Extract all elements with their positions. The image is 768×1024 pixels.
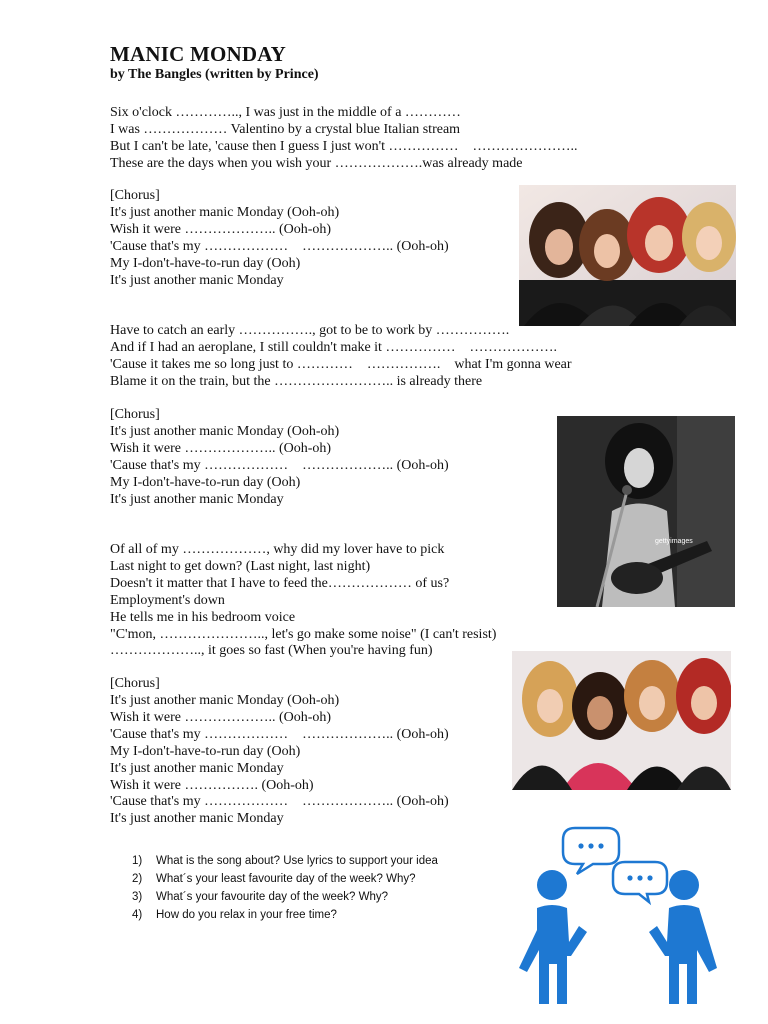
question-item xyxy=(132,852,438,870)
question-text: What is the song about? Use lyrics to support your idea xyxy=(156,855,438,867)
lyric-line: It's just another manic Monday xyxy=(110,761,284,776)
lyric-line: It's just another manic Monday xyxy=(110,273,284,288)
question-number: 3) xyxy=(132,891,143,903)
lyric-line: Wish it were ……………. (Ooh-oh) xyxy=(110,778,314,793)
lyric-line: Last night to get down? (Last night, last night) xyxy=(110,559,371,574)
lyric-line: My I-don't-have-to-run day (Ooh) xyxy=(110,744,301,759)
discussion-questions xyxy=(132,852,438,924)
lyric-line: 'Cause that's my ……………… ……………….. (Ooh-oh) xyxy=(110,239,449,254)
lyric-line: It's just another manic Monday (Ooh-oh) xyxy=(110,205,340,220)
lyric-line: He tells me in his bedroom voice xyxy=(110,610,296,625)
singer-guitar-photo-icon xyxy=(557,416,735,607)
lyric-line: Employment's down xyxy=(110,593,225,608)
lyric-line: It's just another manic Monday xyxy=(110,811,284,826)
lyric-line: My I-don't-have-to-run day (Ooh) xyxy=(110,256,301,271)
song-title: MANIC MONDAY xyxy=(110,42,287,66)
question-number: 4) xyxy=(132,909,143,921)
getty-watermark: gettyimages xyxy=(655,538,693,545)
lyric-line: These are the days when you wish your ……………….was already made xyxy=(110,156,523,171)
question-item xyxy=(132,906,438,924)
lyric-line: It's just another manic Monday (Ooh-oh) xyxy=(110,424,340,439)
lyric-line: Have to catch an early ……………., got to be to work by ……………. xyxy=(110,323,510,338)
band-photo-icon xyxy=(519,185,736,326)
question-text: What´s your favourite day of the week? Why? xyxy=(156,891,389,903)
lyric-line: Doesn't it matter that I have to feed the……………… of us? xyxy=(110,576,450,591)
lyric-line: 'Cause that's my ……………… ……………….. (Ooh-oh) xyxy=(110,727,449,742)
song-subtitle: by The Bangles (written by Prince) xyxy=(110,67,319,82)
band-photo-icon xyxy=(512,651,731,790)
lyric-line: Of all of my ………………, why did my lover have to pick xyxy=(110,542,445,557)
question-text: What´s your least favourite day of the week? Why? xyxy=(156,873,416,885)
lyric-line: [Chorus] xyxy=(110,676,160,691)
lyric-line: [Chorus] xyxy=(110,188,160,203)
question-number: 1) xyxy=(132,855,143,867)
lyric-line: Wish it were ……………….. (Ooh-oh) xyxy=(110,441,332,456)
lyric-line: Six o'clock ………….., I was just in the middle of a ………… xyxy=(110,105,461,120)
two-people-talking-icon xyxy=(517,822,719,1006)
lyric-line: I was ……………… Valentino by a crystal blue Italian stream xyxy=(110,122,461,137)
lyric-line: And if I had an aeroplane, I still couldn't make it …………… ………………. xyxy=(110,340,557,355)
question-number: 2) xyxy=(132,873,143,885)
lyric-line: But I can't be late, 'cause then I guess I just won't …………… ………………….. xyxy=(110,139,578,154)
lyric-line: It's just another manic Monday xyxy=(110,492,284,507)
lyric-line: It's just another manic Monday (Ooh-oh) xyxy=(110,693,340,708)
lyric-line: Wish it were ……………….. (Ooh-oh) xyxy=(110,710,332,725)
lyric-line: Blame it on the train, but the …………………….. is already there xyxy=(110,374,483,389)
lyric-line: "C'mon, ………………….., let's go make some noise" (I can't resist) xyxy=(110,627,497,642)
lyric-line: [Chorus] xyxy=(110,407,160,422)
question-item xyxy=(132,870,438,888)
question-item xyxy=(132,888,438,906)
lyric-line: 'Cause it takes me so long just to ………… ……………. what I'm gonna wear xyxy=(110,357,572,372)
lyric-line: Wish it were ……………….. (Ooh-oh) xyxy=(110,222,332,237)
lyric-line: ……………….., it goes so fast (When you're having fun) xyxy=(110,643,433,658)
question-text: How do you relax in your free time? xyxy=(156,909,337,921)
lyric-line: 'Cause that's my ……………… ……………….. (Ooh-oh) xyxy=(110,794,449,809)
lyric-line: My I-don't-have-to-run day (Ooh) xyxy=(110,475,301,490)
lyric-line: 'Cause that's my ……………… ……………….. (Ooh-oh) xyxy=(110,458,449,473)
